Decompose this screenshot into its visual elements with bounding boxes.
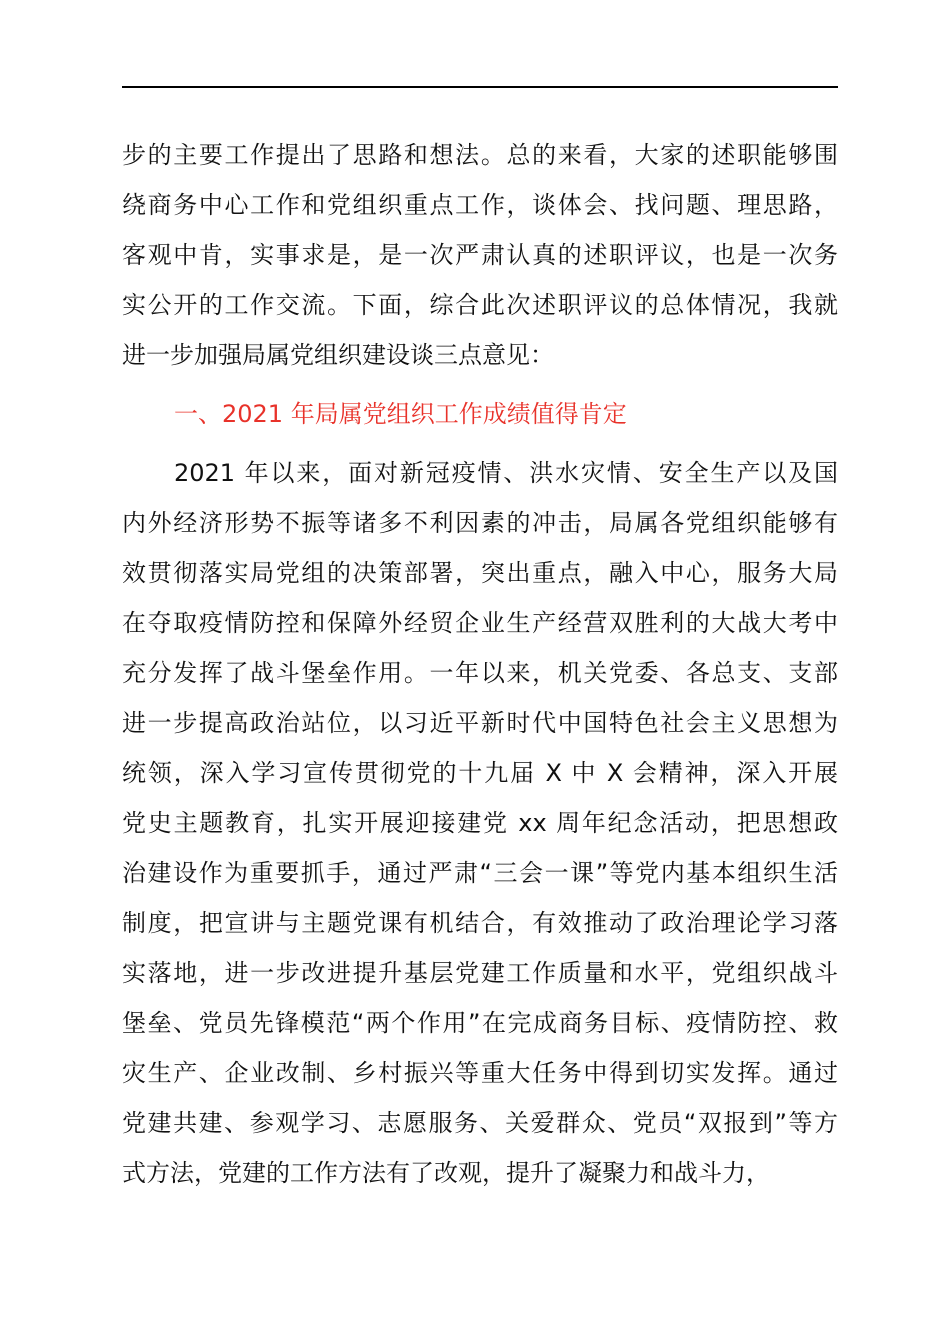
intro-line: 步的主要工作提出了思路和想法。总的来看，大家的述职能够围 (122, 141, 838, 169)
section-line: 在夺取疫情防控和保障外经贸企业生产经营双胜利的大战大考中 (122, 609, 838, 637)
intro-line: 进一步加强局属党组织建设谈三点意见： (122, 341, 554, 369)
section-heading: 一、2021 年局属党组织工作成绩值得肯定 (174, 400, 627, 428)
section-line: 党史主题教育，扎实开展迎接建党 xx 周年纪念活动，把思想政 (122, 809, 838, 837)
section-line: 治建设作为重要抓手，通过严肃“三会一课”等党内基本组织生活 (122, 859, 838, 887)
section-paragraph (122, 448, 838, 1198)
section-line: 充分发挥了战斗堡垒作用。一年以来，机关党委、各总支、支部 (122, 659, 838, 687)
intro-line: 绕商务中心工作和党组织重点工作，谈体会、找问题、理思路， (122, 191, 838, 219)
section-line: 进一步提高政治站位，以习近平新时代中国特色社会主义思想为 (122, 709, 838, 737)
section-line: 内外经济形势不振等诸多不利因素的冲击，局属各党组织能够有 (122, 509, 838, 537)
intro-line: 实公开的工作交流。下面，综合此次述职评议的总体情况，我就 (122, 291, 838, 319)
intro-line: 客观中肯，实事求是，是一次严肃认真的述职评议，也是一次务 (122, 241, 838, 269)
section-line: 制度，把宣讲与主题党课有机结合，有效推动了政治理论学习落 (122, 909, 838, 937)
section-line: 2021 年以来，面对新冠疫情、洪水灾情、安全生产以及国 (174, 459, 838, 487)
section-line: 效贯彻落实局党组的决策部署，突出重点，融入中心，服务大局 (122, 559, 838, 587)
section-line: 实落地，进一步改进提升基层党建工作质量和水平，党组织战斗 (122, 959, 838, 987)
document-body (122, 130, 838, 1198)
section-line: 统领，深入学习宣传贯彻党的十九届 X 中 X 会精神，深入开展 (122, 759, 838, 787)
section-line: 灾生产、企业改制、乡村振兴等重大任务中得到切实发挥。通过 (122, 1059, 838, 1087)
header-rule (122, 86, 838, 88)
section-line: 堡垒、党员先锋模范“两个作用”在完成商务目标、疫情防控、救 (122, 1009, 838, 1037)
section-line: 式方法，党建的工作方法有了改观，提升了凝聚力和战斗力， (122, 1159, 770, 1187)
intro-paragraph (122, 130, 838, 380)
section-line: 党建共建、参观学习、志愿服务、关爱群众、党员“双报到”等方 (122, 1109, 838, 1137)
